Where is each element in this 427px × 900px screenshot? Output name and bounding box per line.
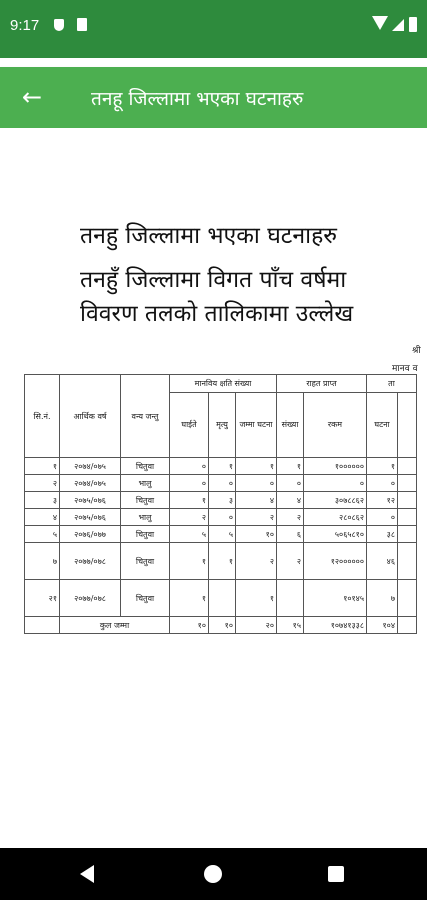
document-view[interactable] [0,128,427,848]
table-cell: २० [236,617,277,634]
table-cell: ३०७८८६२ [304,492,367,509]
table-cell: ० [170,475,209,492]
table-cell: ० [367,475,398,492]
table-cell: चितुवा [121,526,170,543]
table-cell: चितुवा [121,492,170,509]
table-cell: १२ [367,492,398,509]
battery-icon [409,17,417,32]
table-header [398,392,417,457]
table-cell: चितुवा [121,543,170,580]
table-cell: ३८ [367,526,398,543]
table-row [25,526,417,543]
table-cell: ६ [277,526,304,543]
table-header: रकम [304,392,367,457]
table-cell: २०७७/०७८ [60,580,121,617]
shield-icon [54,19,64,31]
table-cell: भालु [121,475,170,492]
table-cell: ० [170,458,209,475]
document-title: तनहु जिल्लामा भएका घटनाहरु [80,223,338,249]
table-cell [398,543,417,580]
table-cell: २०७४/०७५ [60,475,121,492]
table-cell: चितुवा [121,580,170,617]
table-cell [398,492,417,509]
table-cell: २०७५/०७६ [60,509,121,526]
table-total-row [25,617,417,634]
table-cell: ० [209,509,236,526]
status-time: 9:17 [10,17,40,34]
table-header: संख्या [277,392,304,457]
table-cell: २०७५/०७६ [60,492,121,509]
table-cell [277,580,304,617]
table-header: घटना [367,392,398,457]
table-cell: २ [277,543,304,580]
table-cell [398,526,417,543]
table-cell: १ [209,543,236,580]
table-cell: १ [170,492,209,509]
table-header: सि.नं. [25,375,60,458]
table-cell: १ [170,580,209,617]
table-row [25,580,417,617]
table-cell [398,509,417,526]
table-cell: ७ [25,543,60,580]
table-cell: भालु [121,509,170,526]
table-cell: १२०००००० [304,543,367,580]
table-header: जम्मा घटना [236,392,277,457]
table-cell: ५ [209,526,236,543]
table-cell: ० [277,475,304,492]
back-arrow-icon[interactable]: ← [21,83,43,111]
table-cell: १० [236,526,277,543]
table-header: मानविय क्षति संख्या [170,375,277,393]
table-cell: १ [236,580,277,617]
table-cell: २०७७/०७८ [60,543,121,580]
table-cell: ४ [236,492,277,509]
table-cell: २८०८६२ [304,509,367,526]
status-bar [0,0,427,58]
table-header: घाईते [170,392,209,457]
table-cell: १०१४५ [304,580,367,617]
table-cell: २ [25,475,60,492]
table-cell: १ [277,458,304,475]
sim-card-icon [77,18,87,31]
table-cell: चितुवा [121,458,170,475]
table-cell: १०४ [367,617,398,634]
table-cell: ४ [25,509,60,526]
table-cell: ० [209,475,236,492]
table-cell: ५०६५८१० [304,526,367,543]
table-cell: ३ [209,492,236,509]
incident-table [24,374,417,634]
table-cell: १० [209,617,236,634]
document-snippet: मानव व [392,364,418,374]
table-cell: २ [236,509,277,526]
table-cell: ० [236,475,277,492]
table-row [25,458,417,475]
table-row [25,509,417,526]
table-cell: २ [170,509,209,526]
app-bar [0,67,427,128]
table-cell: १० [170,617,209,634]
nav-home-icon[interactable] [204,865,222,883]
wifi-icon [372,16,388,30]
system-navigation-bar [0,848,427,900]
table-header: आर्थिक वर्ष [60,375,121,458]
table-header: मृत्यु [209,392,236,457]
table-cell: ४६ [367,543,398,580]
table-row [25,492,417,509]
table-cell: १ [25,458,60,475]
table-cell: २ [236,543,277,580]
table-cell [398,617,417,634]
nav-recents-icon[interactable] [328,866,344,882]
table-cell: १५ [277,617,304,634]
table-row [25,475,417,492]
document-line-2: तनहुँ जिल्लामा विगत पाँच वर्षमा [80,267,347,293]
table-cell: २ [277,509,304,526]
table-cell: २०७४/०७५ [60,458,121,475]
app-bar-title: तनहू जिल्लामा भएका घटनाहरु [91,88,304,110]
table-cell [209,580,236,617]
document-line-3: विवरण तलको तालिकामा उल्लेख [80,301,354,327]
table-cell [398,458,417,475]
table-cell [398,580,417,617]
table-cell: १ [170,543,209,580]
table-cell: १ [236,458,277,475]
table-cell: ० [367,509,398,526]
signal-icon [392,19,404,31]
table-cell: १०७४१३३८ [304,617,367,634]
table-cell: २०७६/०७७ [60,526,121,543]
table-cell [25,617,60,634]
table-cell: ५ [170,526,209,543]
table-cell: ३ [25,492,60,509]
table-cell [398,475,417,492]
table-cell: ५ [25,526,60,543]
table-row [25,543,417,580]
table-cell: कुल जम्मा [60,617,170,634]
table-header: राहत प्राप्त [277,375,367,393]
table-cell: १ [209,458,236,475]
table-cell: १ [367,458,398,475]
table-cell: ७ [367,580,398,617]
table-cell: ४ [277,492,304,509]
table-header: वन्य जन्तु [121,375,170,458]
table-cell: १०००००० [304,458,367,475]
document-snippet: श्री [412,346,421,356]
table-cell: २१ [25,580,60,617]
table-header: ता [367,375,417,393]
nav-back-icon[interactable] [80,865,94,883]
table-cell: ० [304,475,367,492]
